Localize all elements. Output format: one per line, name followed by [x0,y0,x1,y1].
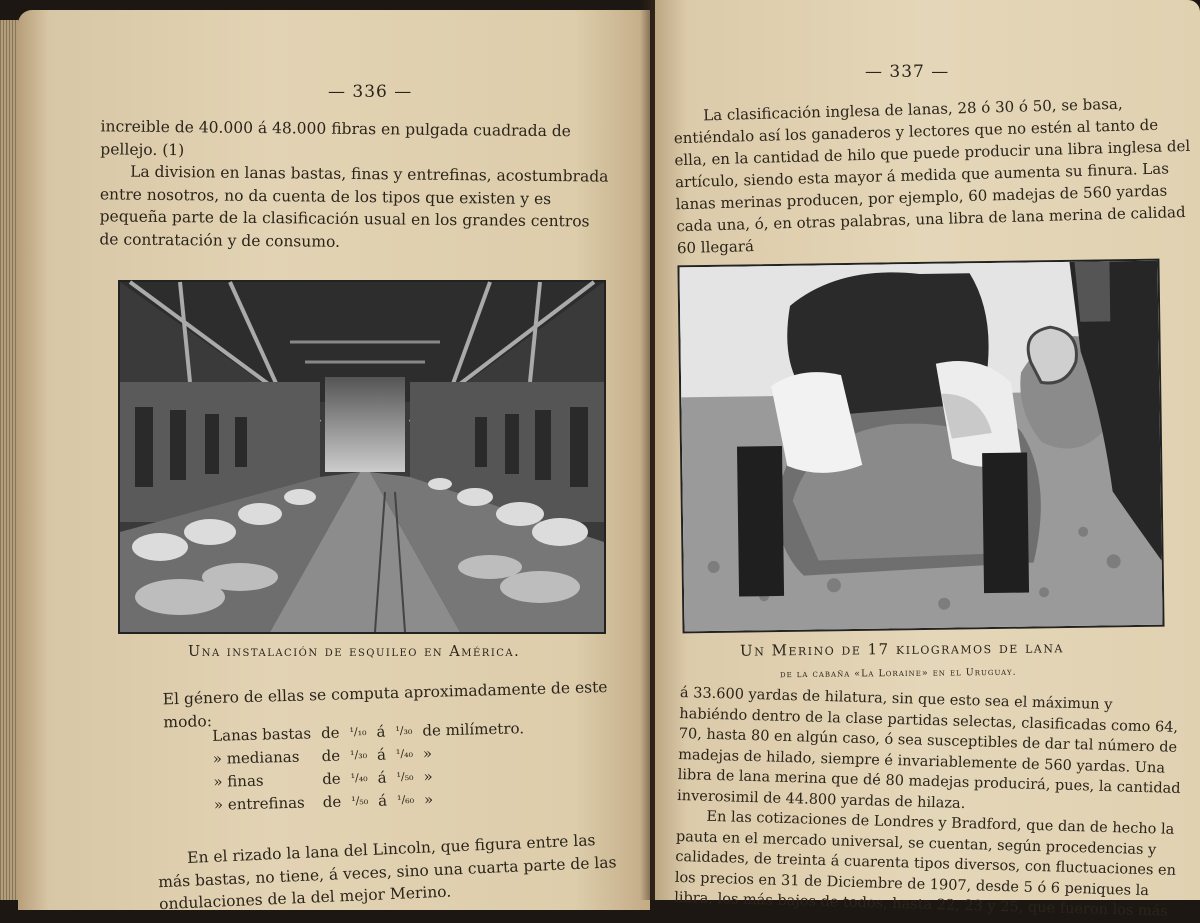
wool-to: ¹/₄₀ [395,746,414,761]
wool-fineness-table [207,716,531,816]
wool-from: ¹/₁₀ [349,725,367,739]
wool-grade: Lanas bastas [211,723,312,745]
left-page [18,10,650,914]
left-closing-text [157,828,629,916]
wool-to: ¹/₅₀ [396,769,414,784]
shearing-shed-photo [118,280,606,634]
wool-intro: El género de ellas se computa aproximadamente de este modo: [162,678,608,731]
right-bottom-text [674,683,1185,923]
wool-a: á [377,768,387,787]
right-page [655,0,1200,920]
right-paragraph-bottom-1: á 33.600 yardas de hilatura, sin que esto sea el máximun y habiéndo dentro de la clase partidas selectas, clasificadas como 64, 70, hasta 80 en algún caso, ó sea susceptibles de dar tal número de madejas de hilado, siempre é invariablemente de 560 yardas. Una libra de lana merina que dé 80 madejas producirá, pues, la cantidad inverosimil de 44.800 yardas de hilaza. [676,684,1181,812]
left-page-number: — 336 — [328,82,413,102]
left-paragraph-1: increible de 40.000 á 48.000 fibras en pulgada cuadrada de pellejo. (1) [100,117,571,159]
wool-unit: de milímetro. [422,718,525,740]
wool-grade: » medianas [212,747,300,768]
right-page-number: — 337 — [865,62,950,82]
wool-from: ¹/₅₀ [351,794,369,808]
right-photo-subcaption: de la cabaña «La Loraine» en el Uruguay. [779,666,1017,681]
left-paragraph-2: La division en lanas bastas, finas y entrefinas, acostumbrada entre nosotros, no da cuenta de los tipos que existen y es pequeña parte de la clasificación usual en los grandes centros de contratación y de consumo. [99,162,609,251]
right-paragraph-bottom-2: En las cotizaciones de Londres y Bradford, que dan de hecho la pauta en el mercado universal, se cuentan, según procedencias y calidades, de treinta á cuarenta tipos diversos, con fluctuaciones en los precios en 31 de Diciembre de 1907, desde 5 ó 6 peniques la libra, los más bajos de todos, hasta 22, 23 y 25, que fueron los más [674,808,1177,920]
wool-a: á [376,745,387,764]
wool-to: ¹/₆₀ [396,792,415,807]
wool-de: de [322,792,342,811]
wool-grade: » entrefinas [213,793,305,814]
wool-unit: » [422,743,433,763]
right-photo-caption: Un Merino de 17 kilogramos de lana [739,638,1064,660]
wool-from: ¹/₄₀ [350,771,368,785]
wool-grade: » finas [213,771,264,791]
wool-a: á [376,722,386,741]
wool-de: de [320,723,340,742]
wool-de: de [321,769,341,788]
wool-unit: » [423,789,434,809]
left-photo-caption: Una instalación de esquileo en América. [188,644,521,660]
merino-ram-photo [677,259,1164,634]
left-top-text [99,115,610,255]
wool-from: ¹/₃₀ [349,748,368,762]
wool-unit: » [423,766,433,786]
right-paragraph-top: La clasificación inglesa de lanas, 28 ó 30 ó 50, se basa, entiéndalo así los ganaderos y lectores que no estén al tanto de ella, en la cantidad de hilo que puede producir una libra inglesa del artículo, siendo esta mayor á medida que aumenta su finura. Las lanas merinas producen, por ejemplo, 60 madejas de 560 yardas cada una, ó, en otras palabras, una libra de lana merina de calidad 60 llegará [673,94,1191,258]
wool-de: de [321,746,341,765]
wool-a: á [377,791,388,810]
wool-to: ¹/₃₀ [395,723,413,738]
left-closing-paragraph: En el rizado la lana del Lincoln, que figura entre las más bastas, no tiene, á veces, sino una cuarta parte de las ondulaciones de la del mejor Merino. [157,831,617,914]
right-top-text [673,91,1195,259]
